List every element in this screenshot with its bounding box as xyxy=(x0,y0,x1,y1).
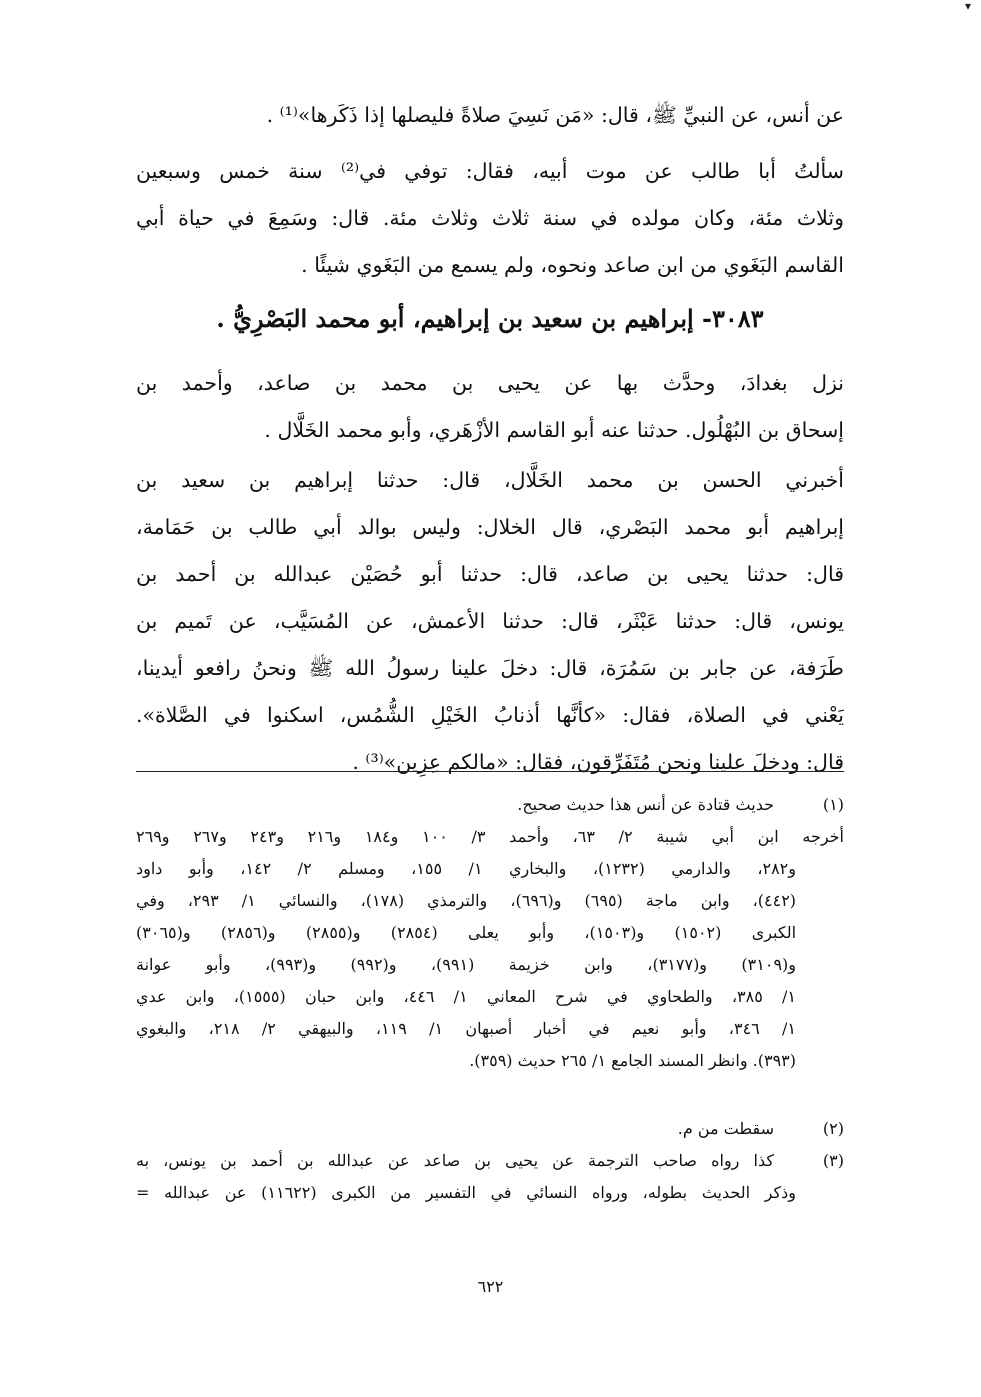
footnote-separator xyxy=(136,771,844,772)
text-line: وثلاث مئة، وكان مولده في سنة ثلاث وثلاث مئة. قال: وسَمِعَ في حياة أبي xyxy=(136,206,844,230)
paragraph-continuation xyxy=(136,92,844,139)
entry-heading: ٣٠٨٣- إبراهيم بن سعيد بن إبراهيم، أبو محمد البَصْرِيُّ . xyxy=(216,304,764,333)
footnote-text: سقطت من م. xyxy=(677,1119,774,1138)
text-line: سألتُ أبا طالب عن موت أبيه، فقال: توفي في⁽²⁾ سنة خمس وسبعين xyxy=(136,159,844,183)
text-line: نزل بغدادَ، وحدَّث بها عن يحيى بن محمد بن صاعد، وأحمد بن xyxy=(136,371,844,395)
footnote-line: و٢٨٢، والدارمي (١٢٣٢)، والبخاري ١/ ١٥٥، ومسلم ٢/ ١٤٢، وأبو داود xyxy=(136,859,796,878)
footnote-2 xyxy=(136,1113,844,1145)
text-line: يونس، قال: حدثنا عَبْثَر، قال: حدثنا الأعمش، عن المُسَيَّب، عن تَميم بن xyxy=(136,609,844,633)
footnote-line: الكبرى (١٥٠٢) و(١٥٠٣)، وأبو يعلى (٢٨٥٤) و(٢٨٥٥) و(٢٨٥٦) و(٣٠٦٥) xyxy=(136,923,797,942)
text-line: إسحاق بن البُهْلُول. حدثنا عنه أبو القاسم الأزْهَري، وأبو محمد الخَلَّال . xyxy=(264,418,844,442)
footnote-number: (٢) xyxy=(822,1119,844,1138)
footnote-text: كذا رواه صاحب الترجمة عن يحيى بن صاعد عن عبدالله بن أحمد بن يونس، به xyxy=(136,1151,774,1170)
footnote-number: (١) xyxy=(822,795,844,814)
paragraph-hadith-chain xyxy=(136,457,844,786)
text-line: القاسم البَغَوي من ابن صاعد ونحوه، ولم يسمع من البَغَوي شيئًا . xyxy=(301,253,844,277)
text-line: إبراهيم أبو محمد البَصْري، قال الخلال: وليس بوالد أبي طالب بن حَمَامة، xyxy=(136,515,844,539)
footnote-1 xyxy=(136,789,844,1077)
paragraph-death-date xyxy=(136,148,844,289)
footnote-line: ١/ ٣٤٦، وأبو نعيم في أخبار أصبهان ١/ ١١٩، والبيهقي ٢/ ٢١٨، والبغوي xyxy=(136,1019,796,1038)
footnote-line: أخرجه ابن أبي شيبة ٢/ ٦٣، وأحمد ٣/ ١٠٠ و١٨٤ و٢١٦ و٢٤٣ و٢٦٧ و٢٦٩ xyxy=(136,827,844,846)
footnote-number: (٣) xyxy=(822,1151,844,1170)
footnote-3 xyxy=(136,1145,844,1209)
footnote-line: و(٣١٠٩) و(٣١٧٧)، وابن خزيمة (٩٩١)، و(٩٩٢) و(٩٩٣)، وأبو عوانة xyxy=(136,955,797,974)
text-line: أخبرني الحسن بن محمد الخَلَّال، قال: حدثنا إبراهيم بن سعيد بن xyxy=(136,468,844,492)
footnote-line: (٣٩٣). وانظر المسند الجامع ١/ ٢٦٥ حديث (٣٥٩). xyxy=(469,1051,796,1070)
footnote-line: ١/ ٣٨٥، والطحاوي في شرح المعاني ١/ ٤٤٦، وابن حبان (١٥٥٥)، وابن عدي xyxy=(136,987,797,1006)
text-line: قال: حدثنا يحيى بن صاعد، قال: حدثنا أبو حُصَيْن عبدالله بن أحمد بن xyxy=(136,562,844,586)
footnote-line: وذكر الحديث بطوله، ورواه النسائي في التفسير من الكبرى (١١٦٢٢) عن عبدالله = xyxy=(136,1183,796,1202)
footnote-line xyxy=(136,1145,844,1177)
page-number: ٦٢٢ xyxy=(477,1277,504,1296)
text-line: قال: ودخلَ علينا ونحن مُتَفَرِّقون، فقال: «مالكم عِزِين»⁽³⁾ . xyxy=(352,750,844,774)
footnote-line xyxy=(136,789,844,821)
corner-mark: ▾ xyxy=(965,0,972,13)
footnote-line: (٤٤٢)، وابن ماجة (٦٩٥) و(٦٩٦)، والترمذي (١٧٨)، والنسائي ١/ ٢٩٣، وفي xyxy=(136,891,797,910)
footnote-text: حديث قتادة عن أنس هذا حديث صحيح. xyxy=(517,795,774,814)
paragraph-biography xyxy=(136,360,844,454)
text-line: عن أنس، عن النبيِّ ﷺ، قال: «مَن نَسِيَ صلاةً فليصلها إذا ذَكَرها»⁽¹⁾ . xyxy=(266,103,844,127)
text-line: يَعْني في الصلاة، فقال: «كأنَّها أذنابُ الخَيْلِ الشُّمُس، اسكنوا في الصَّلاة». xyxy=(136,703,844,727)
text-line: طَرَفة، عن جابر بن سَمُرَة، قال: دخلَ علينا رسولُ الله ﷺ ونحنُ رافعو أيدينا، xyxy=(136,656,844,680)
footnote-line xyxy=(136,1113,844,1145)
